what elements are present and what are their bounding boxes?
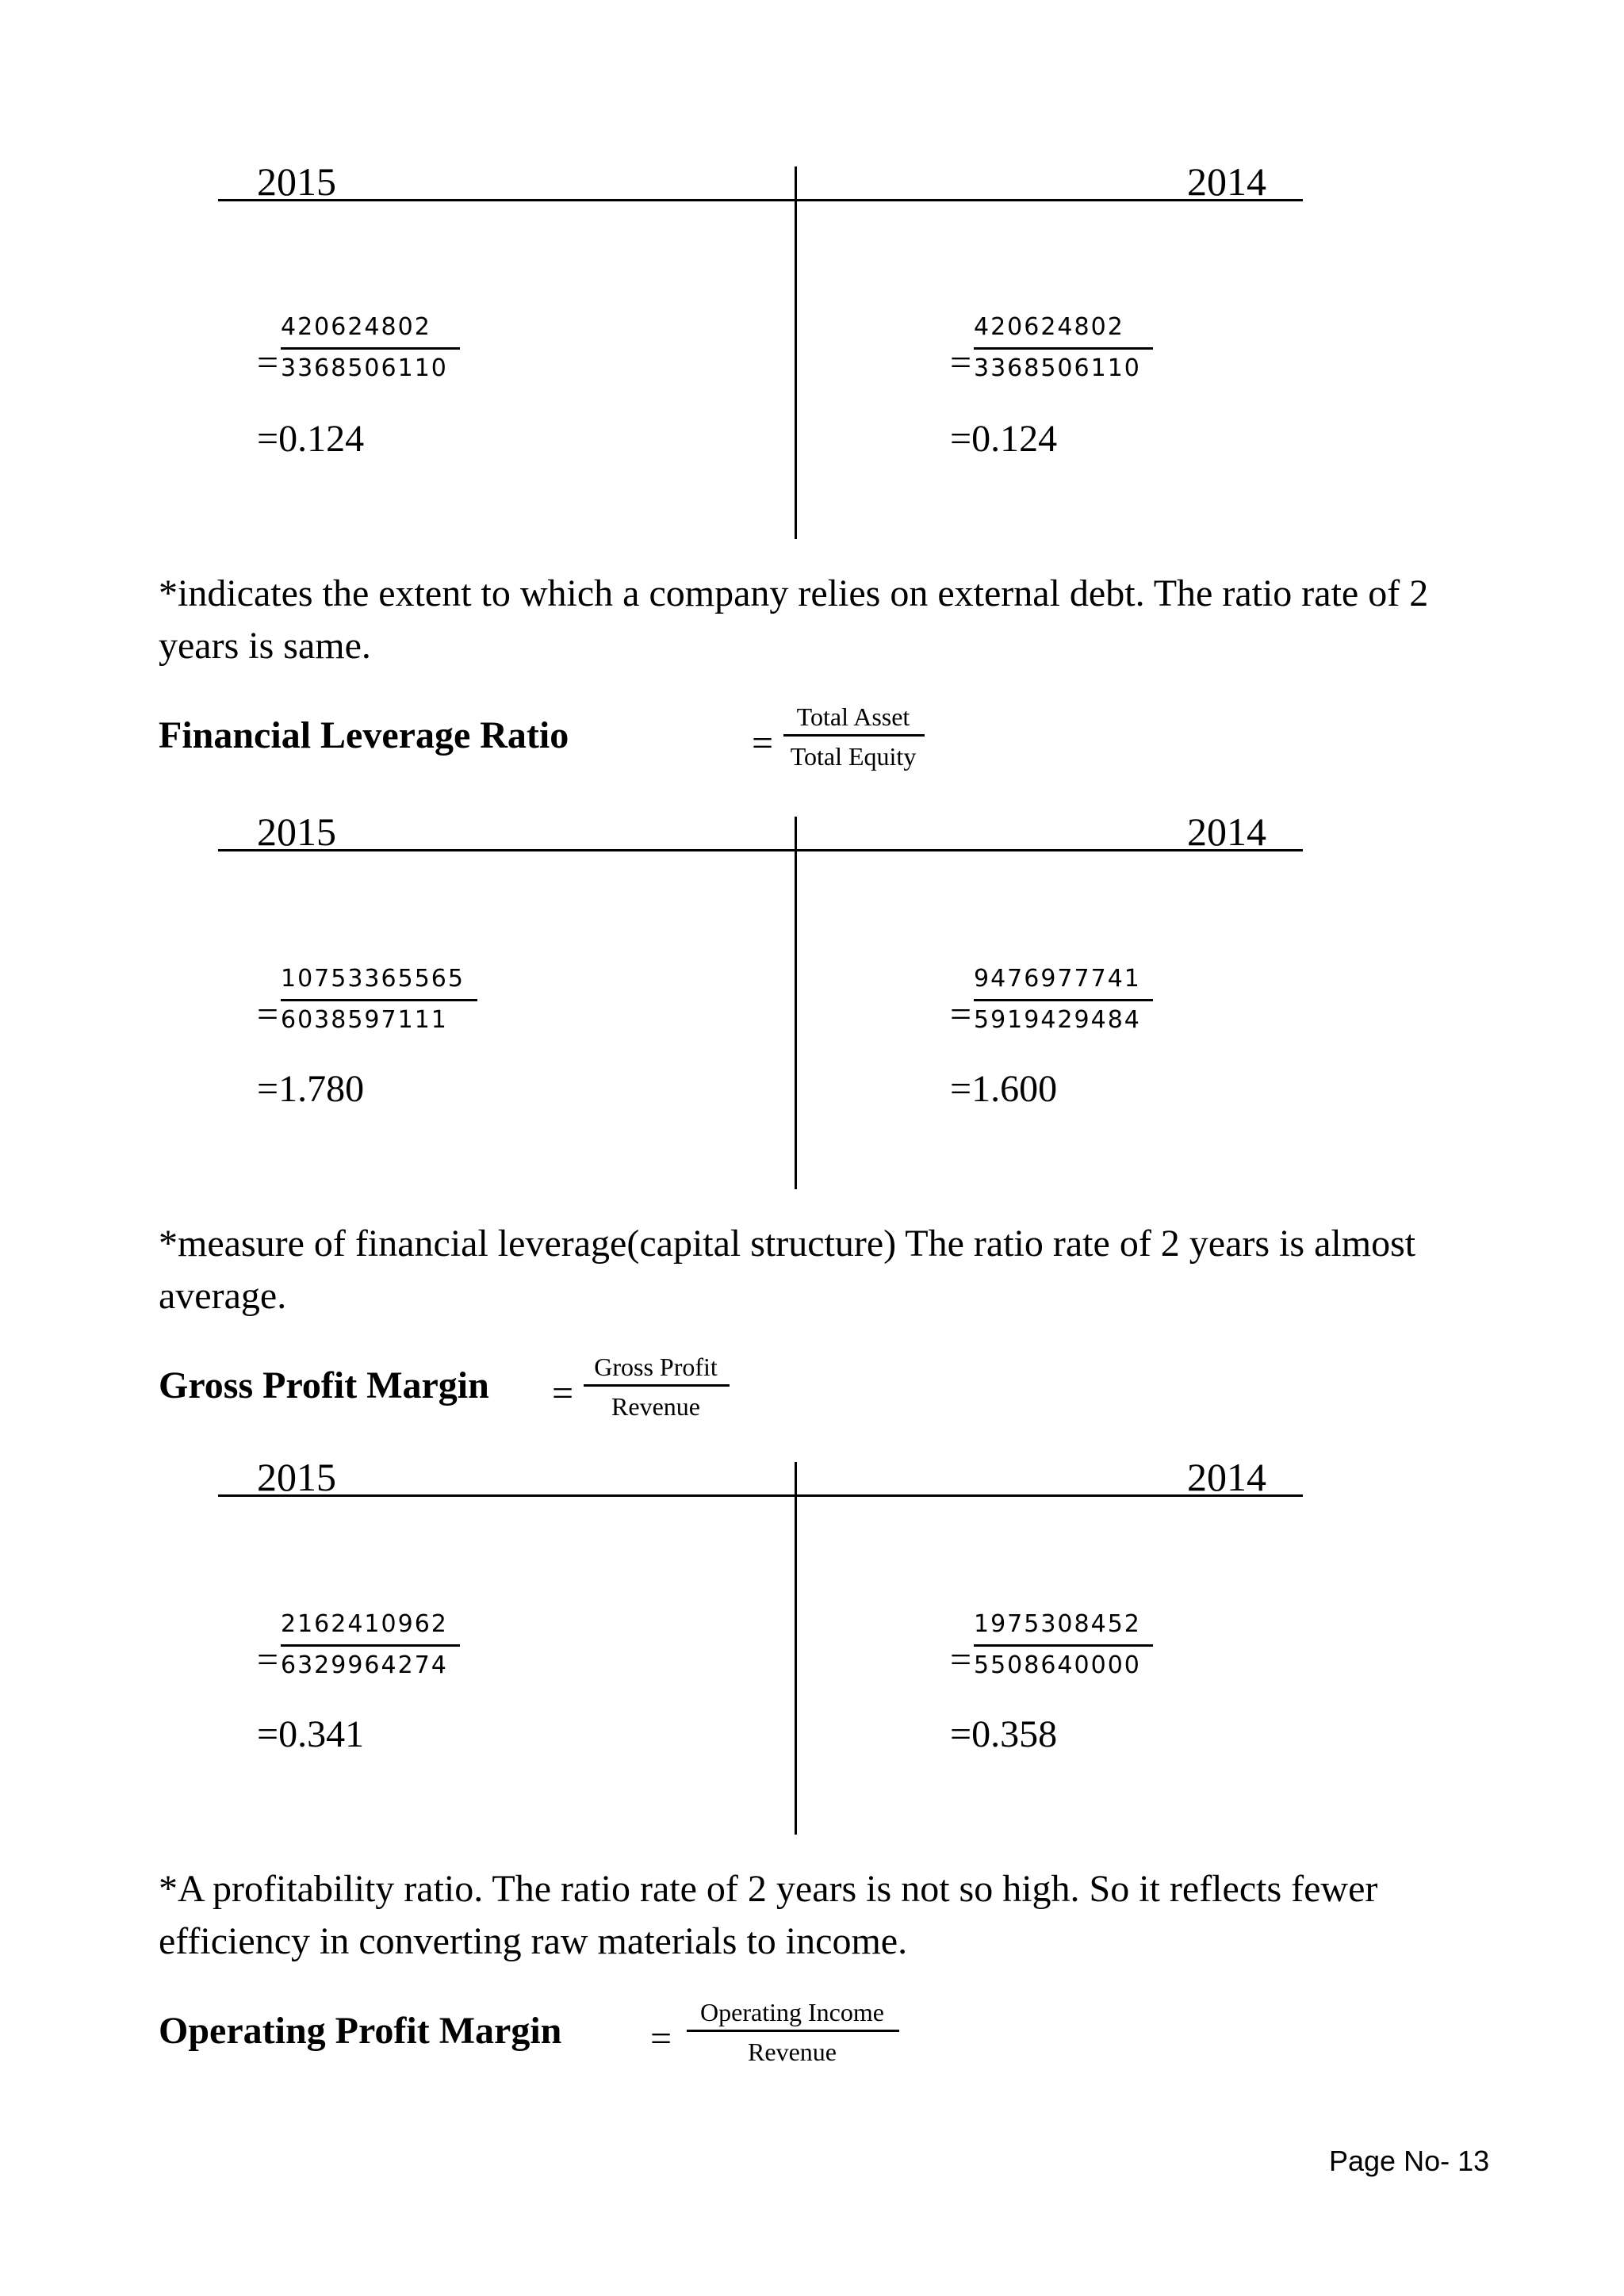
formula-denominator: Revenue	[611, 1392, 700, 1421]
formula-numerator: Operating Income	[700, 1998, 884, 2026]
fraction-bar	[281, 999, 477, 1001]
fraction-bar	[281, 347, 460, 350]
table-divider	[795, 817, 797, 1189]
table-header-line	[218, 199, 1303, 201]
section-heading-financial-leverage-ratio: Financial Leverage Ratio	[159, 714, 569, 756]
result-2014: =0.358	[950, 1713, 1058, 1755]
numerator: 1975308452	[974, 1610, 1141, 1638]
page-number: Page No- 13	[1329, 2145, 1490, 2177]
numerator: 9476977741	[974, 965, 1141, 993]
result-2014: =0.124	[950, 418, 1058, 460]
year-2014-label: 2014	[1187, 1455, 1266, 1499]
denominator: 5508640000	[974, 1651, 1141, 1679]
formula-gross-profit-margin: = Gross Profit Revenue	[552, 1354, 734, 1433]
ratio-table-2: 2015 2014 = 10753365565 6038597111 =1.780 = 9476977741 5919429484 =1.600	[0, 0, 1624, 2296]
result-2014: =1.600	[950, 1068, 1058, 1110]
denominator: 6329964274	[281, 1651, 448, 1679]
formula-denominator: Revenue	[748, 2038, 837, 2066]
table-header-line	[218, 849, 1303, 851]
formula-numerator: Total Asset	[796, 702, 910, 731]
section-heading-operating-profit-margin: Operating Profit Margin	[159, 2010, 562, 2052]
year-2015-label: 2015	[257, 809, 336, 854]
year-2014-label: 2014	[1187, 809, 1266, 854]
note-text-2: *measure of financial leverage(capital structure) The ratio rate of 2 years is almost average.	[159, 1223, 1416, 1317]
table-divider	[795, 166, 797, 539]
denominator: 3368506110	[281, 354, 448, 382]
ratio-table-1: 2015 2014 = 420624802 3368506110 =0.124 = 420624802 3368506110 =0.124	[0, 0, 1624, 2296]
formula-numerator: Gross Profit	[594, 1353, 718, 1381]
result-2015: =0.124	[257, 418, 365, 460]
result-2015: =1.780	[257, 1068, 365, 1110]
numerator: 10753365565	[281, 965, 465, 993]
fraction-bar	[974, 999, 1153, 1001]
result-2015: =0.341	[257, 1713, 365, 1755]
denominator: 5919429484	[974, 1006, 1141, 1034]
note-text-1: *indicates the extent to which a company relies on external debt. The ratio rate of 2 years is same.	[159, 572, 1429, 667]
formula-bar	[687, 2030, 899, 2032]
numerator: 2162410962	[281, 1610, 448, 1638]
table-header-line	[218, 1494, 1303, 1497]
fraction-bar	[974, 1644, 1153, 1647]
formula-bar	[584, 1384, 730, 1387]
year-2014-label: 2014	[1187, 159, 1266, 204]
note-text-3: *A profitability ratio. The ratio rate of 2 years is not so high. So it reflects fewer efficiency in converting raw materials to income.	[159, 1868, 1378, 1962]
year-2015-label: 2015	[257, 1455, 336, 1499]
numerator: 420624802	[974, 313, 1124, 341]
denominator: 6038597111	[281, 1006, 448, 1034]
section-heading-gross-profit-margin: Gross Profit Margin	[159, 1364, 489, 1406]
formula-denominator: Total Equity	[790, 742, 917, 771]
ratio-table-3: 2015 2014 = 2162410962 6329964274 =0.341 = 1975308452 5508640000 =0.358	[0, 0, 1624, 2296]
fraction-bar	[974, 347, 1153, 350]
formula-financial-leverage: = Total Asset Total Equity	[752, 704, 926, 783]
year-2015-label: 2015	[257, 159, 336, 204]
formula-operating-profit-margin: = Operating Income Revenue	[650, 1999, 904, 2079]
fraction-bar	[281, 1644, 460, 1647]
table-divider	[795, 1462, 797, 1835]
formula-bar	[783, 734, 925, 737]
denominator: 3368506110	[974, 354, 1141, 382]
numerator: 420624802	[281, 313, 431, 341]
